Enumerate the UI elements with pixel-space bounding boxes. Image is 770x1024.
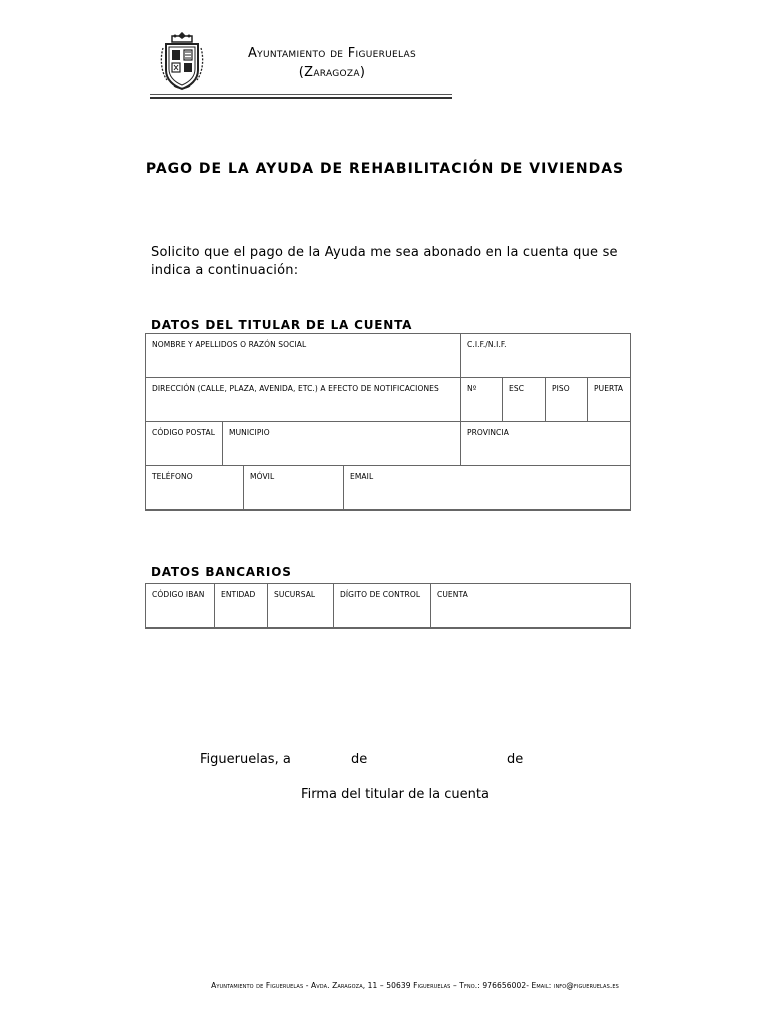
account-label: CUENTA [437, 590, 468, 599]
page-footer: Ayuntamiento de Figueruelas - Avda. Zaragoza, 11 – 50639 Figueruelas – Tfno.: 976656002- Email: info@figueruelas.es [211, 981, 619, 990]
iban-field[interactable] [146, 584, 215, 627]
postal-code-label: CÓDIGO POSTAL [152, 428, 216, 437]
municipal-crest-logo [160, 30, 204, 92]
phone-field[interactable] [146, 466, 244, 509]
signature-place: Figueruelas, a [200, 752, 291, 767]
bank-data-table [145, 583, 631, 629]
bank-section-heading: DATOS BANCARIOS [151, 565, 292, 579]
account-field[interactable] [431, 584, 630, 627]
entity-field[interactable] [215, 584, 268, 627]
organization-name-line1: Ayuntamiento de Figueruelas [247, 46, 417, 61]
province-field[interactable] [461, 422, 630, 465]
cif-label: C.I.F./N.I.F. [467, 340, 507, 349]
address-field[interactable] [146, 378, 461, 421]
name-label: NOMBRE Y APELLIDOS O RAZÓN SOCIAL [152, 340, 307, 349]
control-digit-label: DÍGITO DE CONTROL [340, 590, 421, 599]
cif-field[interactable] [461, 334, 630, 377]
email-label: EMAIL [350, 472, 374, 481]
municipality-label: MUNICIPIO [229, 428, 270, 437]
iban-label: CÓDIGO IBAN [152, 590, 205, 599]
signature-label: Firma del titular de la cuenta [301, 787, 489, 802]
phone-label: TELÉFONO [152, 472, 193, 481]
holder-row-address [146, 378, 630, 422]
municipality-field[interactable] [223, 422, 461, 465]
organization-name [212, 44, 452, 82]
postal-code-field[interactable] [146, 422, 223, 465]
bank-row [146, 584, 630, 627]
signature-de-year: de [507, 752, 524, 767]
number-field[interactable] [461, 378, 503, 421]
branch-label: SUCURSAL [274, 590, 316, 599]
holder-row-contact [146, 466, 630, 509]
holder-section-heading: DATOS DEL TITULAR DE LA CUENTA [151, 318, 413, 332]
door-label: PUERTA [594, 384, 624, 393]
branch-field[interactable] [268, 584, 334, 627]
holder-data-table [145, 333, 631, 511]
mobile-label: MÓVIL [250, 472, 275, 481]
door-field[interactable] [588, 378, 630, 421]
holder-row-name [146, 334, 630, 378]
province-label: PROVINCIA [467, 428, 509, 437]
number-label: Nº [467, 384, 477, 393]
header-divider [150, 94, 452, 99]
stair-field[interactable] [503, 378, 546, 421]
organization-name-line2: (Zaragoza) [298, 65, 366, 80]
document-title: PAGO DE LA AYUDA DE REHABILITACIÓN DE VIVIENDAS [145, 161, 625, 177]
control-digit-field[interactable] [334, 584, 431, 627]
holder-row-location [146, 422, 630, 466]
signature-de-month: de [351, 752, 368, 767]
email-field[interactable] [344, 466, 630, 509]
request-text: Solicito que el pago de la Ayuda me sea abonado en la cuenta que se indica a continuación: [151, 245, 618, 278]
entity-label: ENTIDAD [221, 590, 256, 599]
floor-label: PISO [552, 384, 570, 393]
name-field[interactable] [146, 334, 461, 377]
stair-label: ESC [509, 384, 525, 393]
address-label: DIRECCIÓN (CALLE, PLAZA, AVENIDA, ETC.) A EFECTO DE NOTIFICACIONES [152, 384, 439, 393]
mobile-field[interactable] [244, 466, 344, 509]
floor-field[interactable] [546, 378, 588, 421]
